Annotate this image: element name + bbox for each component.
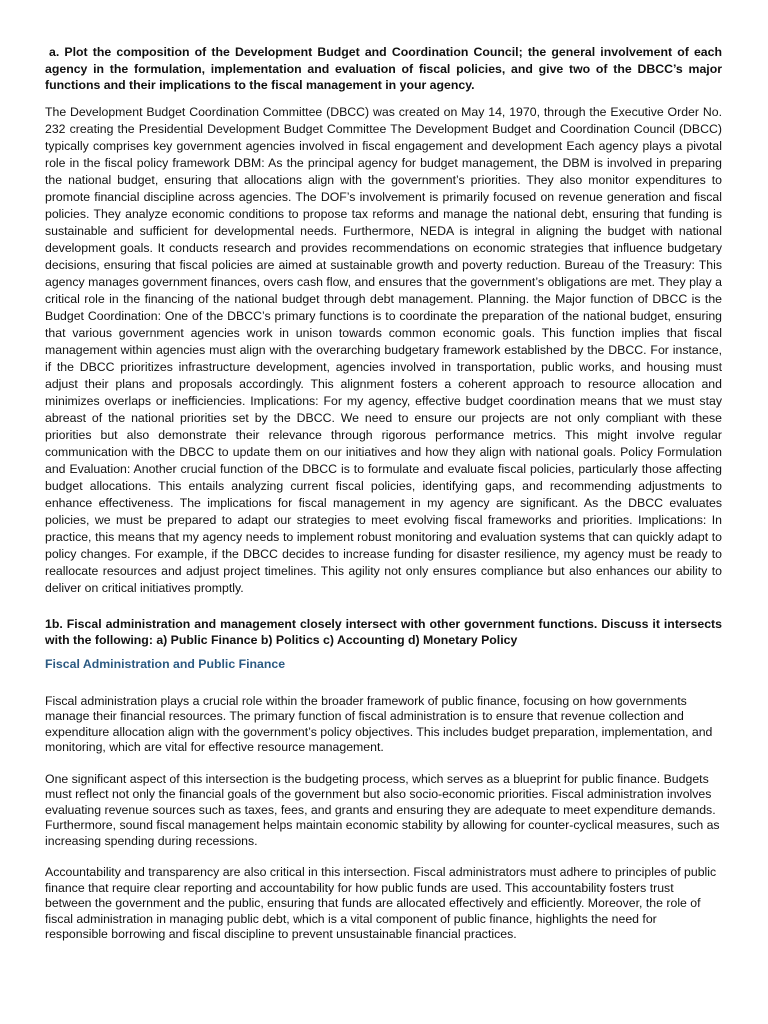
question-1b-heading: 1b. Fiscal administration and management closely intersect with other government functions. Discuss it intersects with the following: a) Public Finance b) Politics c) Accounting d) Monetary Policy [45,616,722,647]
question-a-heading: a. Plot the composition of the Development Budget and Coordination Council; the general involvement of each agency in the formulation, implementation and evaluation of fiscal policies, and give two of the DBCC’s major functions and their implications to the fiscal management in your agency. [45,45,722,92]
public-finance-paragraph-1: Fiscal administration plays a crucial role within the broader framework of public finance, focusing on how governments manage their financial resources. The primary function of fiscal administration is to ensure that revenue collection and expenditure allocation align with the government’s policy objectives. This includes budget preparation, implementation, and monitoring, which are vital for effective resource management. [45,693,713,754]
public-finance-paragraph-2: One significant aspect of this intersection is the budgeting process, which serves as a blueprint for public finance. Budgets must reflect not only the financial goals of the government but also socio-economic priorities. Fiscal administration involves evaluating revenue sources such as taxes, fees, and grants and ensuring they are adequate to meet expenditure demands. Furthermore, sound fiscal management helps maintain economic stability by allowing for counter-cyclical measures, such as increasing spending during recessions. [45,771,720,848]
document-page [45,44,722,943]
section-title-public-finance: Fiscal Administration and Public Finance [45,656,286,671]
question-a-answer: The Development Budget Coordination Committee (DBCC) was created on May 14, 1970, through the Executive Order No. 232 creating the Presidential Development Budget Committee The Development Budget and Coordination Council (DBCC) typically comprises key government agencies involved in fiscal engagement and development Each agency plays a pivotal role in the fiscal policy framework DBM: As the principal agency for budget management, the DBM is involved in preparing the national budget, ensuring that allocations align with the government’s priorities. They also monitor expenditures to promote financial discipline across agencies. The DOF’s involvement is primarily focused on revenue generation and fiscal policies. They analyze economic conditions to propose tax reforms and manage the national debt, ensuring that funding is sustainable and sufficient for developmental needs. Furthermore, NEDA is integral in aligning the budget with national development goals. It conducts research and provides recommendations on economic strategies that influence budgetary decisions, ensuring that fiscal policies are aimed at sustainable growth and poverty reduction. Bureau of the Treasury: This agency manages government finances, overs cash flow, and ensures that the government’s obligations are met. They play a critical role in the financing of the national budget through debt management. Planning. the Major function of DBCC is the Budget Coordination: One of the DBCC’s primary functions is to coordinate the preparation of the national budget, ensuring that various government agencies work in unison towards common economic goals. This function implies that fiscal management within agencies must align with the overarching budgetary framework established by the DBCC. For instance, if the DBCC prioritizes infrastructure development, agencies involved in transportation, public works, and housing must adjust their plans and proposals accordingly. This alignment fosters a coherent approach to resource allocation and minimizes overlaps or inefficiencies. Implications: For my agency, effective budget coordination means that we must stay abreast of the national priorities set by the DBCC. We need to ensure our projects are not only compliant with these priorities but also demonstrate their relevance through rigorous performance metrics. This might involve regular communication with the DBCC to update them on our initiatives and how they align with national goals. Policy Formulation and Evaluation: Another crucial function of the DBCC is to formulate and evaluate fiscal policies, particularly those affecting budget allocations. This entails analyzing current fiscal policies, identifying gaps, and recommending adjustments to enhance effectiveness. The implications for fiscal management in my agency are significant. As the DBCC evaluates policies, we must be prepared to adapt our strategies to meet evolving fiscal frameworks and priorities. Implications: In practice, this means that my agency needs to implement robust monitoring and evaluation systems that can quickly adapt to policy changes. For example, if the DBCC decides to increase funding for disaster resilience, my agency must be ready to reallocate resources and adjust project timelines. This agility not only ensures compliance but also enhances our ability to deliver on critical initiatives promptly. [45,104,722,595]
public-finance-paragraph-3: Accountability and transparency are also critical in this intersection. Fiscal administrators must adhere to principles of public finance that require clear reporting and accountability for how public funds are used. This accountability fosters trust between the government and the public, ensuring that funds are allocated effectively and efficiently. Moreover, the role of fiscal administration in managing public debt, which is a vital component of public finance, highlights the need for responsible borrowing and fiscal discipline to prevent unsustainable financial practices. [45,865,717,941]
